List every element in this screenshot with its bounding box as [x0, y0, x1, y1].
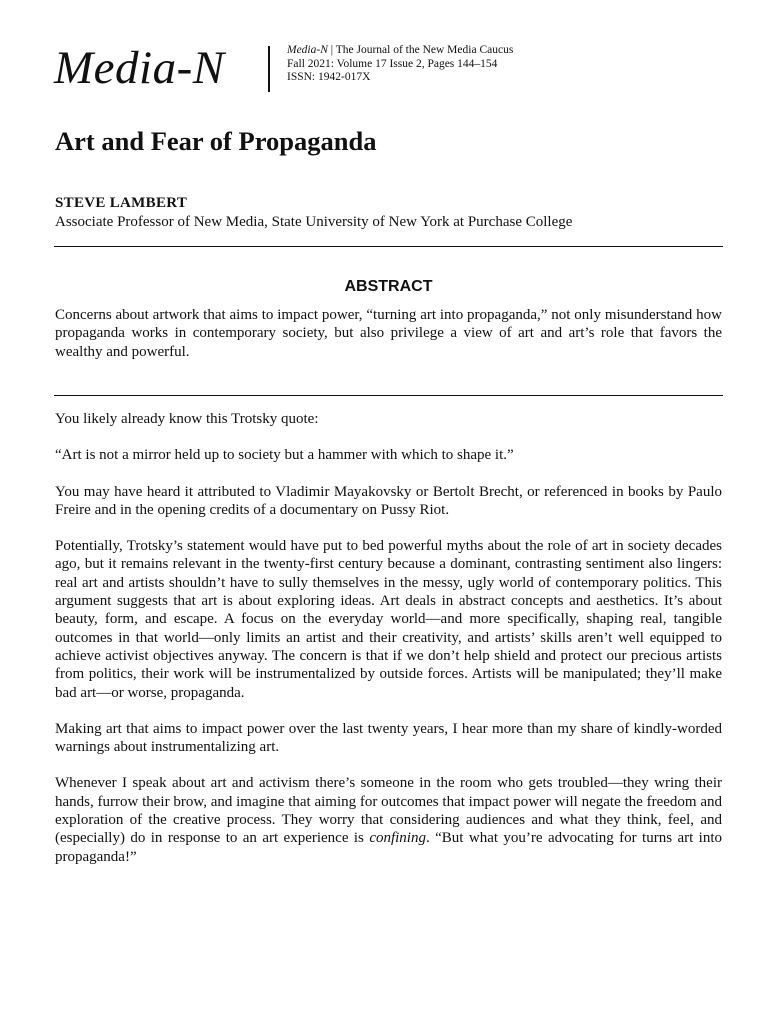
body-paragraph-4: Potentially, Trotsky’s statement would have put to bed powerful myths about the role of art in society decades ago, but it remains relevant in the twenty-first century because a dominant, contrasting sentiment also lingers: real art and artists shouldn’t have to sully themselves in the messy, ugly world of contemporary politics. This argument suggests that art is about exploring ideas. Art deals in abstract concepts and aesthetics. It’s about beauty, form, and escape. A focus on the everyday world—and more specifically, shaping real, tangible outcomes in that world—only limits an artist and their creativity, and artists’ skills aren’t well equipped to achieve activist objectives anyway. The concern is that if we don’t help shield and protect our precious artists from politics, their work will be instrumentalized by outside forces. Artists will be manipulated; they’ll make bad art—or worse, propaganda. [55, 538, 722, 701]
article-title: Art and Fear of Propaganda [55, 126, 377, 156]
author-name: STEVE LAMBERT [55, 195, 188, 211]
paragraph-6-start: Whenever I speak about art and activism there’s someone in the room who gets troubled—they wring their hands, furrow their brow, and imagine that aiming for outcomes that impact power will negate the freedom and exploration of the creative process. They worry that considering audiences and what they think, feel, and (especially) do in response to an art experience is [55, 775, 722, 847]
body-paragraph-3: You may have heard it attributed to Vladimir Mayakovsky or Bertolt Brecht, or referenced in books by Paulo Freire and in the opening credits of a documentary on Pussy Riot. [55, 483, 722, 518]
journal-description: | The Journal of the New Media Caucus [327, 44, 514, 56]
journal-info [287, 44, 513, 85]
emphasis-confining: confining [369, 830, 426, 847]
masthead-divider [268, 46, 270, 92]
author-affiliation: Associate Professor of New Media, State University of New York at Purchase College [55, 214, 573, 230]
masthead [54, 38, 734, 98]
issn: ISSN: 1942-017X [287, 71, 371, 83]
abstract-heading: ABSTRACT [344, 278, 433, 295]
issue-info: Fall 2021: Volume 17 Issue 2, Pages 144–154 [287, 57, 498, 70]
journal-title-line [287, 44, 513, 58]
top-rule [54, 246, 723, 247]
abstract-bottom-rule [54, 395, 723, 396]
body-paragraph-5: Making art that aims to impact power over the last twenty years, I hear more than my share of kindly-worded warnings about instrumentalizing art. [55, 720, 722, 756]
paragraph-6-end: . “But what you’re advocating for turns art into propaganda!” [55, 830, 723, 865]
trotsky-quote: “Art is not a mirror held up to society but a hammer with which to shape it.” [55, 447, 514, 464]
article-body [55, 410, 722, 884]
body-paragraph-6 [55, 774, 722, 865]
journal-name: Media-N [287, 44, 328, 56]
journal-logo: Media-N [54, 42, 225, 94]
abstract-text: Concerns about artwork that aims to impact power, “turning art into propaganda,” not only misunderstand how propaganda works in contemporary society, but also privilege a view of art and art’s role that favors the wealthy and powerful. [55, 307, 722, 360]
body-paragraph-1: You likely already know this Trotsky quote: [55, 411, 319, 427]
